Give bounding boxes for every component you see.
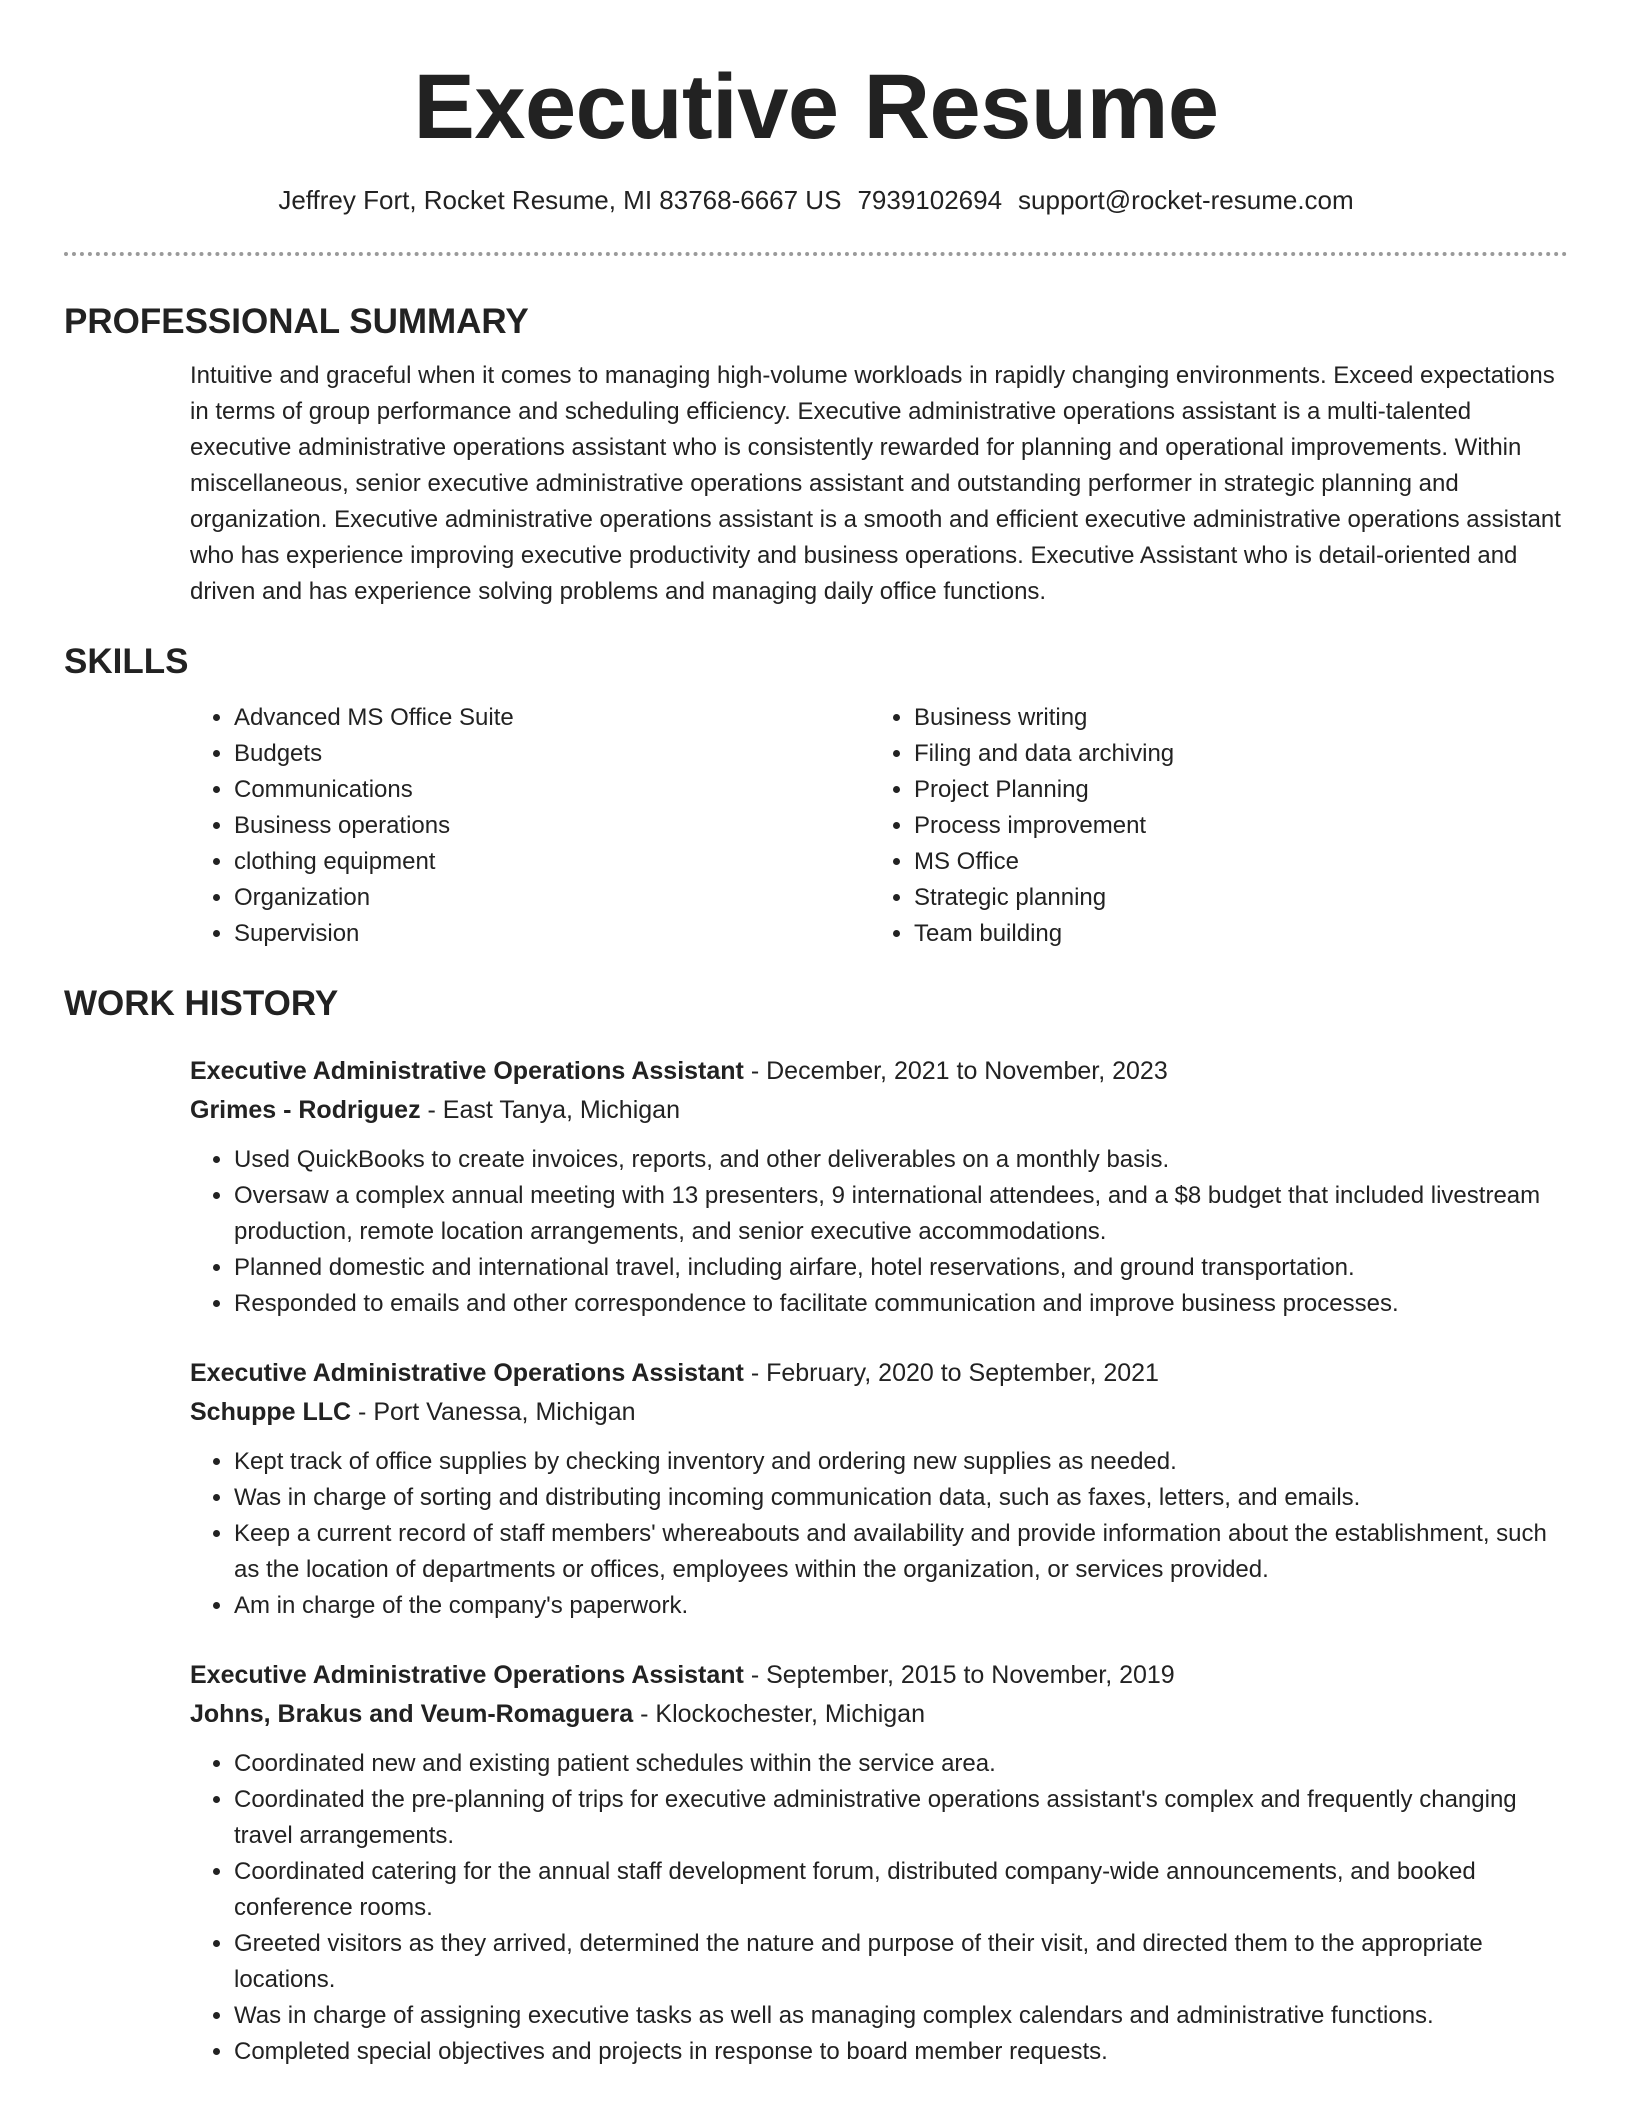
skill-item: • Business operations [234, 808, 870, 844]
skill-item: • Filing and data archiving [914, 736, 1550, 772]
job-dates: - September, 2015 to November, 2019 [743, 1661, 1175, 1689]
skill-item: • Project Planning [914, 772, 1550, 808]
skills-section [64, 640, 1568, 952]
job-company: Grimes - Rodriguez [190, 1096, 421, 1124]
job-title: Executive Administrative Operations Assistant [190, 1661, 744, 1689]
job-entry [190, 1656, 1568, 2070]
skills-heading: SKILLS [64, 642, 189, 681]
skill-item: • Team building [914, 916, 1550, 952]
job-bullet: • Greeted visitors as they arrived, determined the nature and purpose of their visit, and directed them to the appropriate locations. [234, 1926, 1568, 1998]
job-title: Executive Administrative Operations Assistant [190, 1057, 744, 1085]
skill-item: • Supervision [234, 916, 870, 952]
skill-item: • MS Office [914, 844, 1550, 880]
skill-item: • clothing equipment [234, 844, 870, 880]
skills-columns [190, 700, 1568, 952]
skills-list-right [870, 700, 1550, 952]
job-company: Schuppe LLC [190, 1398, 352, 1426]
skills-list-left [190, 700, 870, 952]
job-bullets [190, 1444, 1568, 1624]
job-bullet: • Was in charge of assigning executive tasks as well as managing complex calendars and administrative functions. [234, 1998, 1568, 2034]
job-bullet: • Coordinated catering for the annual staff development forum, distributed company-wide announcements, and booked conference rooms. [234, 1854, 1568, 1926]
job-dates: - December, 2021 to November, 2023 [743, 1057, 1168, 1085]
work-section [64, 982, 1568, 2070]
skill-item: • Strategic planning [914, 880, 1550, 916]
job-bullets [190, 1746, 1568, 2070]
skill-item: • Budgets [234, 736, 870, 772]
resume-title: Executive Resume [413, 56, 1219, 158]
job-location: - East Tanya, Michigan [420, 1096, 680, 1124]
job-bullet: • Am in charge of the company's paperwork. [234, 1588, 1568, 1624]
job-company-line [190, 1393, 1568, 1432]
job-dates: - February, 2020 to September, 2021 [743, 1359, 1159, 1387]
job-location: - Klockochester, Michigan [633, 1700, 925, 1728]
job-title-line [190, 1656, 1568, 1695]
skill-item: • Organization [234, 880, 870, 916]
job-bullet: • Oversaw a complex annual meeting with 13 presenters, 9 international attendees, and a $8 budget that included livestream production, remote location arrangements, and senior executive accommodations. [234, 1178, 1568, 1250]
summary-heading: PROFESSIONAL SUMMARY [64, 302, 529, 341]
job-bullet: • Was in charge of sorting and distributing incoming communication data, such as faxes, letters, and emails. [234, 1480, 1568, 1516]
contact-email: support@rocket-resume.com [1018, 185, 1354, 215]
job-title: Executive Administrative Operations Assistant [190, 1359, 744, 1387]
job-company-line [190, 1091, 1568, 1130]
skill-item: • Advanced MS Office Suite [234, 700, 870, 736]
job-bullet: • Coordinated new and existing patient schedules within the service area. [234, 1746, 1568, 1782]
job-title-line [190, 1354, 1568, 1393]
job-bullet: • Used QuickBooks to create invoices, reports, and other deliverables on a monthly basis. [234, 1142, 1568, 1178]
job-entry [190, 1052, 1568, 1322]
contact-line [64, 182, 1568, 218]
summary-text: Intuitive and graceful when it comes to managing high-volume workloads in rapidly changing environments. Exceed expectations in terms of group performance and scheduling efficiency. Executive administrative operations assistant is a multi-talented executive administrative operations assistant who is consistently rewarded for planning and operational improvements. Within miscellaneous, senior executive administrative operations assistant and outstanding performer in strategic planning and organization. Executive administrative operations assistant is a smooth and efficient executive administrative operations assistant who has experience improving executive productivity and business operations. Executive Assistant who is detail-oriented and driven and has experience solving problems and managing daily office functions. [190, 362, 1561, 605]
job-bullet: • Completed special objectives and projects in response to board member requests. [234, 2034, 1568, 2070]
header-divider [64, 252, 1568, 256]
job-bullet: • Keep a current record of staff members' whereabouts and availability and provide information about the establishment, such as the location of departments or offices, employees within the organization, or services provided. [234, 1516, 1568, 1588]
summary-section [64, 300, 1568, 610]
job-location: - Port Vanessa, Michigan [351, 1398, 636, 1426]
contact-address: Jeffrey Fort, Rocket Resume, MI 83768-6667 US [278, 185, 842, 215]
job-entry [190, 1354, 1568, 1624]
work-heading: WORK HISTORY [64, 984, 339, 1023]
skill-item: • Process improvement [914, 808, 1550, 844]
job-company-line [190, 1695, 1568, 1734]
job-bullet: • Coordinated the pre-planning of trips for executive administrative operations assistant's complex and frequently changing travel arrangements. [234, 1782, 1568, 1854]
job-title-line [190, 1052, 1568, 1091]
job-company: Johns, Brakus and Veum-Romaguera [190, 1700, 634, 1728]
skill-item: • Business writing [914, 700, 1550, 736]
job-bullet: • Kept track of office supplies by checking inventory and ordering new supplies as needed. [234, 1444, 1568, 1480]
job-bullet: • Responded to emails and other correspondence to facilitate communication and improve business processes. [234, 1286, 1568, 1322]
job-bullets [190, 1142, 1568, 1322]
skill-item: • Communications [234, 772, 870, 808]
contact-phone: 7939102694 [857, 185, 1003, 215]
job-bullet: • Planned domestic and international travel, including airfare, hotel reservations, and ground transportation. [234, 1250, 1568, 1286]
